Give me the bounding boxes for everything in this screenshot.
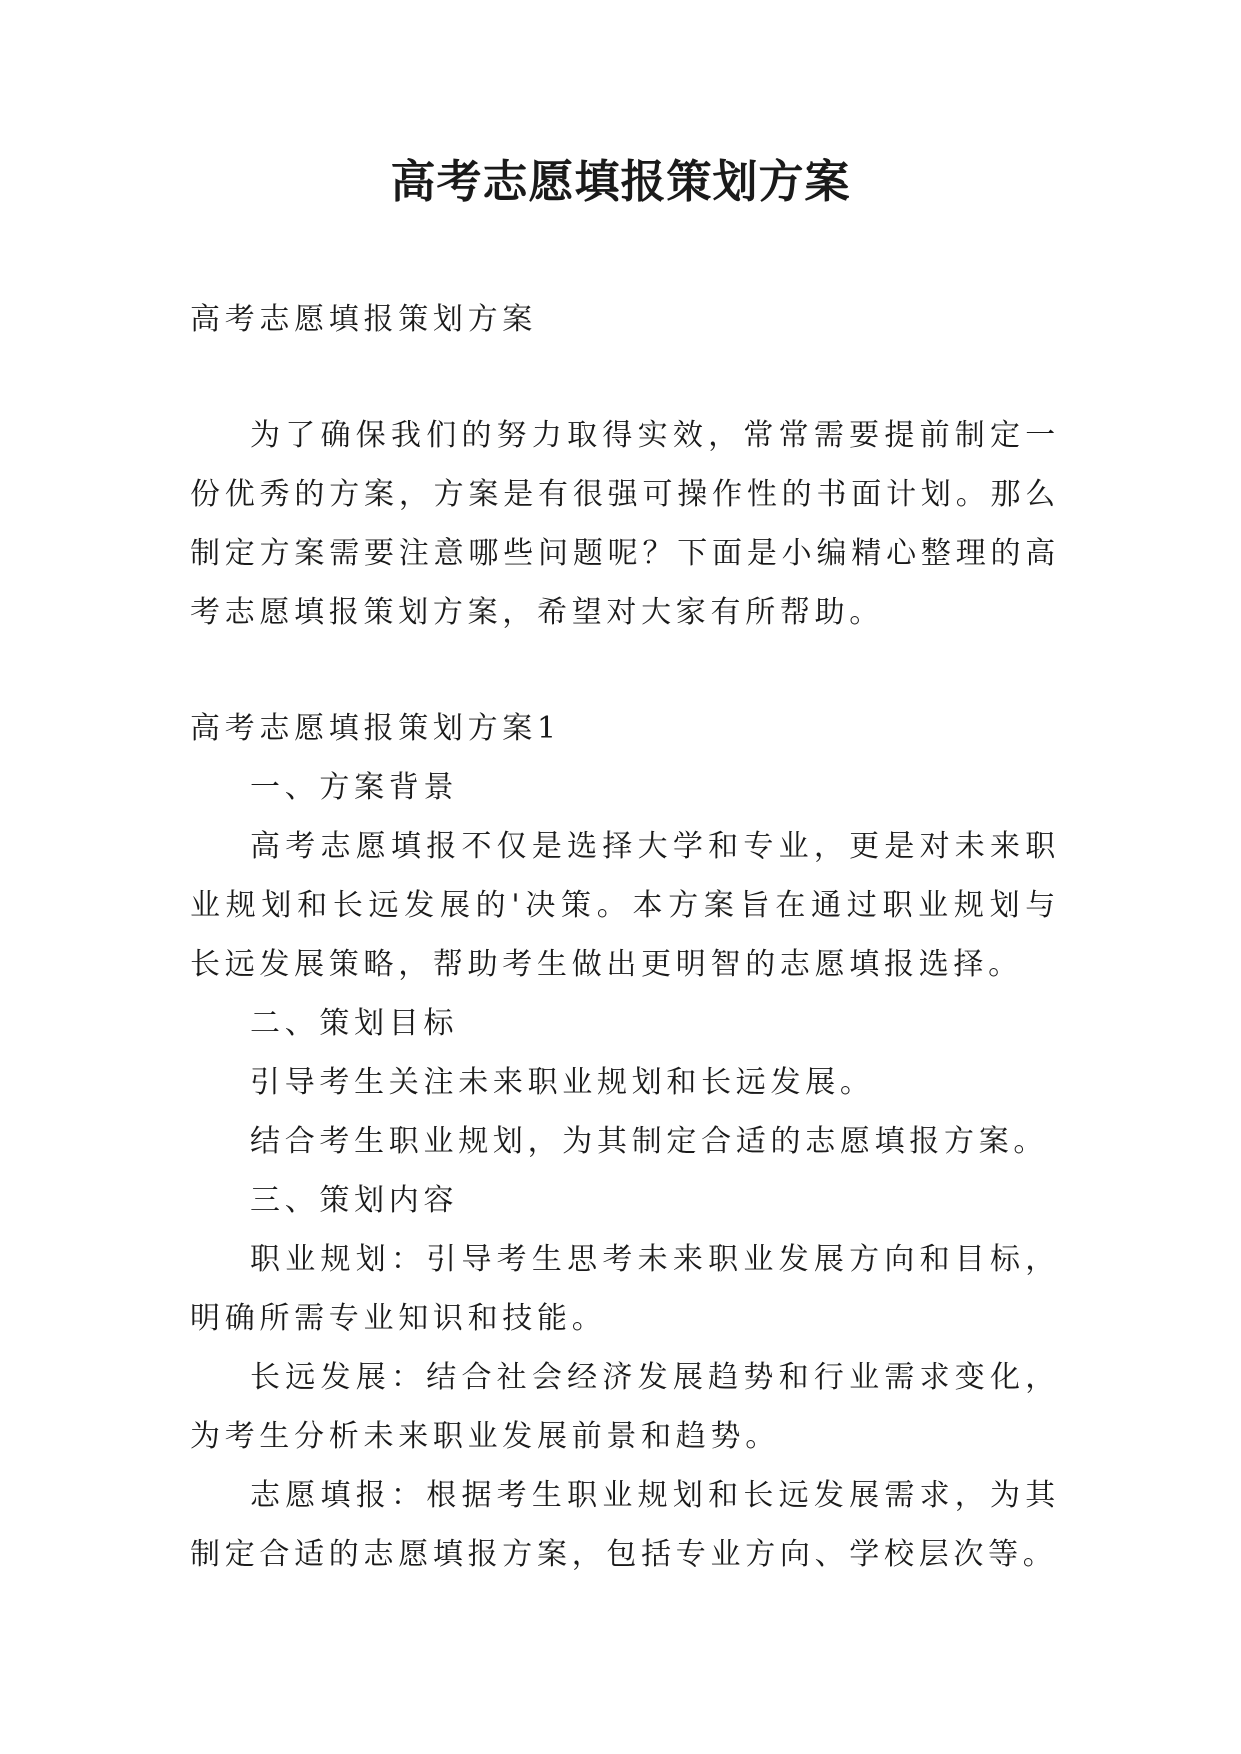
document-body xyxy=(190,290,1060,1584)
document-title: 高考志愿填报策划方案 xyxy=(390,155,851,208)
goal-item-1: 引导考生关注未来职业规划和长远发展。 xyxy=(250,1065,875,1100)
goal-item-2: 结合考生职业规划，为其制定合适的志愿填报方案。 xyxy=(250,1124,1049,1159)
content-item-development: 长远发展：结合社会经济发展趋势和行业需求变化，为考生分析未来职业发展前景和趋势。 xyxy=(190,1360,1060,1454)
background-heading: 一、方案背景 xyxy=(250,770,459,805)
content-item-career: 职业规划：引导考生思考未来职业发展方向和目标，明确所需专业知识和技能。 xyxy=(190,1242,1060,1336)
document-subtitle: 高考志愿填报策划方案 xyxy=(190,302,537,337)
content-item-application: 志愿填报：根据考生职业规划和长远发展需求，为其制定合适的志愿填报方案，包括专业方向、学校层次等。 xyxy=(190,1478,1060,1572)
background-paragraph: 高考志愿填报不仅是选择大学和专业，更是对未来职业规划和长远发展的'决策。本方案旨在通过职业规划与长远发展策略，帮助考生做出更明智的志愿填报选择。 xyxy=(190,829,1060,982)
intro-paragraph: 为了确保我们的努力取得实效，常常需要提前制定一份优秀的方案，方案是有很强可操作性的书面计划。那么制定方案需要注意哪些问题呢？下面是小编精心整理的高考志愿填报策划方案，希望对大家有所帮助。 xyxy=(190,418,1060,630)
section-title: 高考志愿填报策划方案1 xyxy=(190,711,561,746)
goals-heading: 二、策划目标 xyxy=(250,1006,459,1041)
content-heading: 三、策划内容 xyxy=(250,1183,459,1218)
